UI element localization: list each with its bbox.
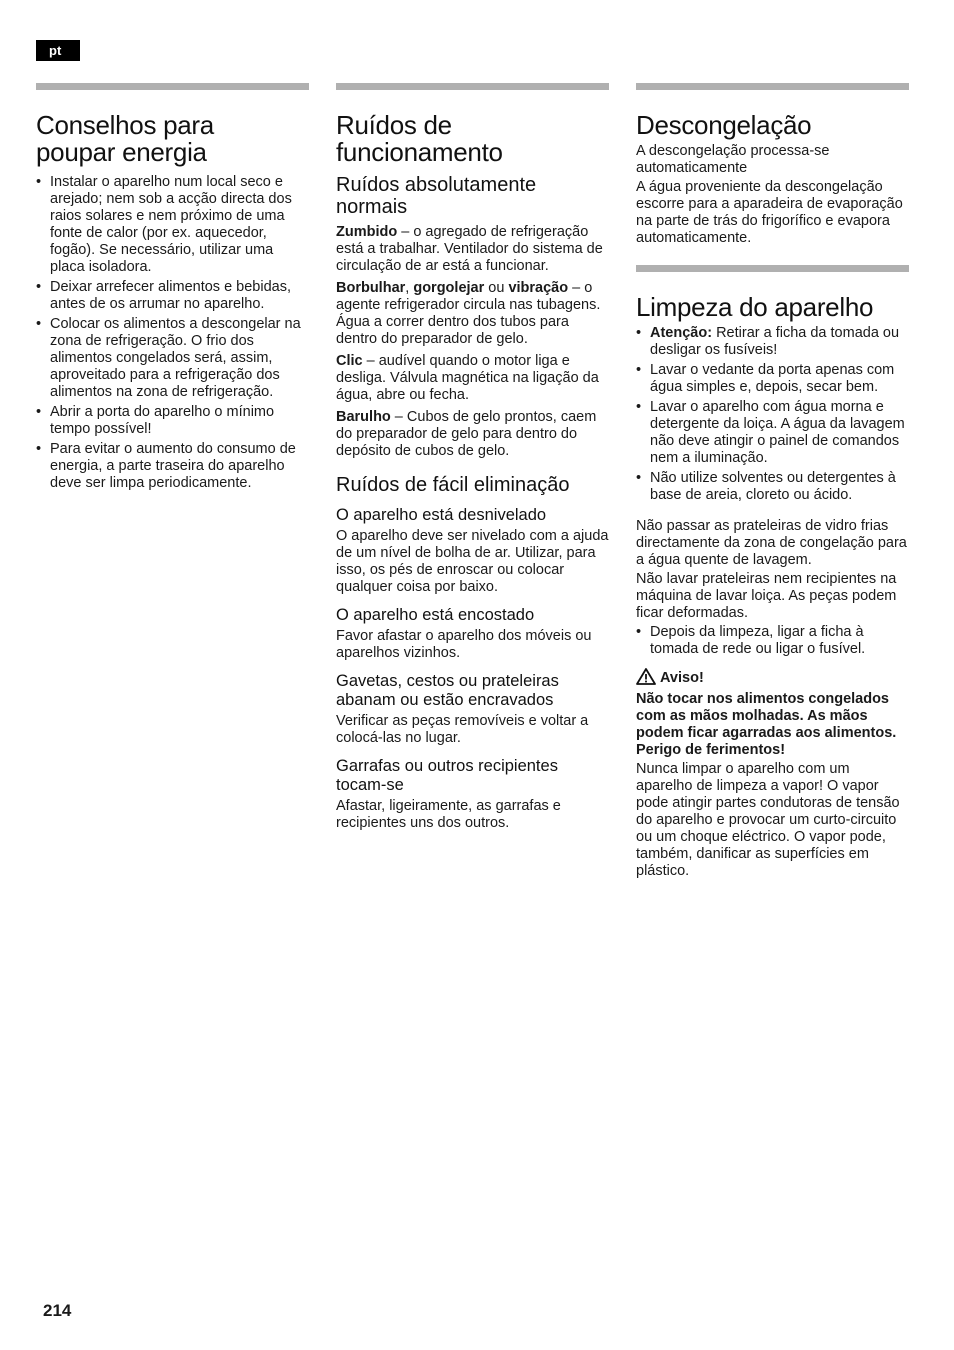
cleaning-list [636,325,909,504]
description: – o agente refrigerador circula nas tubagens. Água a correr dentro dos tubos para dentro do preparador de gelo. [336,280,601,347]
paragraph-zumbido [336,224,609,275]
subtitle-easy-fix-noises: Ruídos de fácil eliminação [336,474,570,496]
separator: ou [484,280,509,296]
list-item [636,325,909,359]
paragraph-defrost-water: A água proveniente da descongelação escorre para a aparadeira de evaporação na parte de trás do frigorífico e evapora automaticamente. [636,179,903,246]
paragraph-barulho [336,409,609,460]
term: vibração [508,280,569,296]
title-line: poupar energia [36,137,207,167]
heading-garrafas: Garrafas ou outros recipientes tocam-se [336,757,558,794]
list-item: • Colocar os alimentos a descongelar na zona de refrigeração. O frio dos alimentos congelados será, assim, aproveitado para a refrigeração dos alimentos na zona de refrigeração. [36,316,309,401]
section-title-energy [36,112,309,166]
section-title-noises [336,112,609,166]
description: – Cubos de gelo prontos, caem do preparador de gelo para dentro do depósito de cubos de gelo. [336,409,597,459]
list-item: • Instalar o aparelho num local seco e arejado; nem sob a acção directa dos raios solares e nem próximo de uma fonte de calor (por ex. aquecedor, fogão). Se necessário, utilizar uma placa isoladora. [36,174,309,276]
description: Retirar a ficha da tomada ou desligar os fusíveis! [650,325,900,358]
section-divider [636,83,909,90]
separator: , [405,280,414,296]
paragraph-glass-shelves: Não passar as prateleiras de vidro frias directamente da zona de congelação para a água quente de lavagem. [636,518,907,568]
term: Barulho [336,409,391,425]
title-line: Conselhos para [36,110,214,140]
warning-icon [636,668,656,685]
energy-tips-list [36,174,309,492]
paragraph-gavetas: Verificar as peças removíveis e voltar a colocá-las no lugar. [336,713,589,746]
term: Atenção: [650,325,713,341]
warning-label: Aviso! [660,670,704,686]
term: Clic [336,353,363,369]
term: Borbulhar [336,280,406,296]
list-item: • Lavar o vedante da porta apenas com água simples e, depois, secar bem. [636,362,909,396]
section-title-defrost: Descongelação [636,110,812,140]
paragraph-defrost-auto: A descongelação processa-se automaticamente [636,143,830,176]
title-line: Ruídos de [336,110,452,140]
description: – audível quando o motor liga e desliga. Válvula magnética na ligação da água, abre ou fecha. [336,353,599,403]
paragraph-desnivelado: O aparelho deve ser nivelado com a ajuda de um nível de bolha de ar. Utilizar, para isso, os pés de enroscar ou colocar qualquer coisa por baixo. [336,528,609,595]
paragraph-garrafas: Afastar, ligeiramente, as garrafas e recipientes uns dos outros. [336,798,561,831]
section-divider [336,83,609,90]
term: gorgolejar [413,280,485,296]
term: Zumbido [336,224,398,240]
title-line: funcionamento [336,137,503,167]
warning-bold-text: Não tocar nos alimentos congelados com as mãos molhadas. As mãos podem ficar agarradas aos alimentos. Perigo de ferimentos! [636,691,897,758]
warning-block [636,668,909,687]
list-item: • Abrir a porta do aparelho o mínimo tempo possível! [36,404,309,438]
heading-desnivelado: O aparelho está desnivelado [336,506,547,524]
after-cleaning-list [636,624,909,658]
section-title-cleaning: Limpeza do aparelho [636,292,874,322]
list-item: • Depois da limpeza, ligar a ficha à tomada de rede ou ligar o fusível. [636,624,909,658]
paragraph-clic [336,353,609,404]
defrost-cleaning-section [636,83,909,885]
subtitle-normal-noises: Ruídos absolutamente normais [336,174,537,218]
section-divider [636,265,909,272]
paragraph-dishwasher: Não lavar prateleiras nem recipientes na máquina de lavar loiça. As peças podem ficar deformadas. [636,571,897,621]
page-number: 214 [43,1301,72,1320]
list-item: • Lavar o aparelho com água morna e detergente da loiça. A água da lavagem não deve atingir o painel de comandos nem a iluminação. [636,399,909,467]
section-divider [36,83,309,90]
energy-saving-section [36,83,309,495]
paragraph-borbulhar [336,280,609,348]
warning-steam-text: Nunca limpar o aparelho com um aparelho de limpeza a vapor! O vapor pode atingir partes condutoras de tensão do aparelho e provocar um curto-circuito ou um choque eléctrico. O vapor pode, também, danificar as superfícies em plástico. [636,761,900,879]
noises-section [336,83,609,837]
heading-encostado: O aparelho está encostado [336,606,535,624]
description: – o agregado de refrigeração está a trabalhar. Ventilador do sistema de circulação de ar está a funcionar. [336,224,603,274]
list-item: • Para evitar o aumento do consumo de energia, a parte traseira do aparelho deve ser limpa periodicamente. [36,441,309,492]
paragraph-encostado: Favor afastar o aparelho dos móveis ou aparelhos vizinhos. [336,628,592,661]
heading-gavetas: Gavetas, cestos ou prateleiras abanam ou estão encravados [336,672,559,709]
list-item: • Não utilize solventes ou detergentes à base de areia, cloreto ou ácido. [636,470,909,504]
list-item: • Deixar arrefecer alimentos e bebidas, antes de os arrumar no aparelho. [36,279,309,313]
language-tag: pt [36,40,80,61]
